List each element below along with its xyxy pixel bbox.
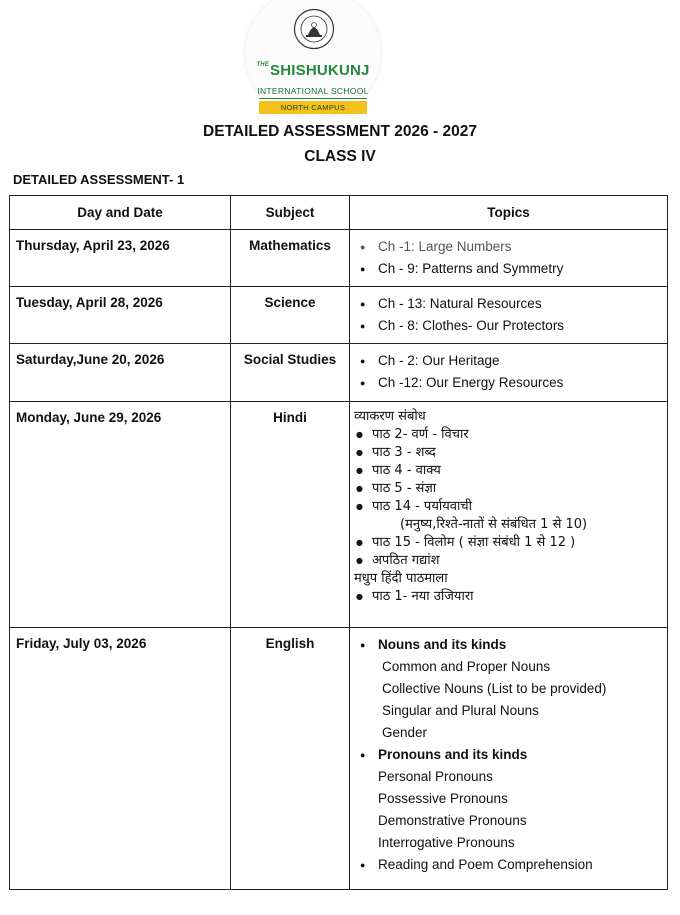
row-topics — [350, 230, 668, 287]
header-date: Day and Date — [10, 196, 231, 230]
topic-item: ● Ch - 8: Clothes- Our Protectors — [360, 315, 661, 337]
topic-subitem: Demonstrative Pronouns — [378, 813, 527, 828]
topic-subnote: (मनुष्य,रिश्ते-नातों से संबंधित 1 से 10) — [400, 517, 588, 532]
brand-subtitle: INTERNATIONAL SCHOOL — [257, 86, 369, 96]
header-topics: Topics — [350, 196, 668, 230]
brand-divider — [259, 98, 367, 99]
class-title: CLASS IV — [304, 148, 376, 165]
table-row — [10, 287, 668, 344]
topic-item: ● Ch - 2: Our Heritage — [360, 350, 661, 372]
topic-item: ● पाठ 1- नया उजियारा — [354, 588, 663, 606]
topic-item: ● Ch - 13: Natural Resources — [360, 293, 661, 315]
page-title: DETAILED ASSESSMENT 2026 - 2027 — [203, 123, 477, 140]
topic-subitem: Possessive Pronouns — [378, 791, 508, 806]
topic-item: ● पाठ 4 - वाक्य — [354, 462, 663, 480]
row-topics — [350, 344, 668, 402]
topic-item: ● पाठ 2- वर्ण - विचार — [354, 426, 663, 444]
topic-item: ● पाठ 14 - पर्यायवाची — [354, 498, 663, 516]
topic-subitem: Singular and Plural Nouns — [382, 703, 539, 718]
school-seal-icon — [293, 8, 335, 50]
row-subject: English — [231, 628, 350, 890]
table-row — [10, 628, 668, 890]
row-topics — [350, 628, 668, 890]
section-title: DETAILED ASSESSMENT- 1 — [13, 172, 185, 187]
row-subject: Science — [231, 287, 350, 344]
topic-subitem: Collective Nouns (List to be provided) — [382, 681, 607, 696]
topic-item: ● पाठ 3 - शब्द — [354, 444, 663, 462]
header-subject: Subject — [231, 196, 350, 230]
row-date: Monday, June 29, 2026 — [10, 402, 231, 628]
row-date: Thursday, April 23, 2026 — [10, 230, 231, 287]
topic-subitem: Personal Pronouns — [378, 769, 493, 784]
brand-prefix: THE — [256, 62, 270, 68]
row-subject: Social Studies — [231, 344, 350, 402]
topic-item: ● Ch -12: Our Energy Resources — [360, 372, 661, 394]
topic-item: ● अपठित गद्यांश — [354, 552, 663, 570]
topic-item: ● पाठ 5 - संज्ञा — [354, 480, 663, 498]
topic-item: ● Reading and Poem Comprehension — [360, 854, 661, 876]
table-header-row — [10, 196, 668, 230]
assessment-table — [9, 195, 668, 890]
hindi-heading: मधुप हिंदी पाठमाला — [354, 571, 448, 586]
row-topics — [350, 402, 668, 628]
brand-name — [255, 62, 371, 79]
campus-badge: NORTH CAMPUS — [259, 101, 367, 114]
topic-item: ● पाठ 15 - विलोम ( संज्ञा संबंधी 1 से 12 ) — [354, 534, 663, 552]
school-logo — [245, 0, 381, 120]
row-subject: Mathematics — [231, 230, 350, 287]
table-row — [10, 230, 668, 287]
topic-item: ● Nouns and its kinds — [360, 634, 661, 656]
hindi-heading: व्याकरण संबोध — [354, 409, 426, 424]
brand-name-text: SHISHUKUNJ — [270, 62, 370, 79]
row-topics — [350, 287, 668, 344]
topic-item: ● Ch -1: Large Numbers — [360, 236, 661, 258]
topic-subitem: Common and Proper Nouns — [382, 659, 551, 674]
topic-item: ● Pronouns and its kinds — [360, 744, 661, 766]
table-row — [10, 402, 668, 628]
row-subject: Hindi — [231, 402, 350, 628]
topic-subitem: Gender — [382, 725, 428, 740]
topic-subitem: Interrogative Pronouns — [378, 835, 515, 850]
table-row — [10, 344, 668, 402]
row-date: Tuesday, April 28, 2026 — [10, 287, 231, 344]
row-date: Saturday,June 20, 2026 — [10, 344, 231, 402]
topic-item: ● Ch - 9: Patterns and Symmetry — [360, 258, 661, 280]
row-date: Friday, July 03, 2026 — [10, 628, 231, 890]
